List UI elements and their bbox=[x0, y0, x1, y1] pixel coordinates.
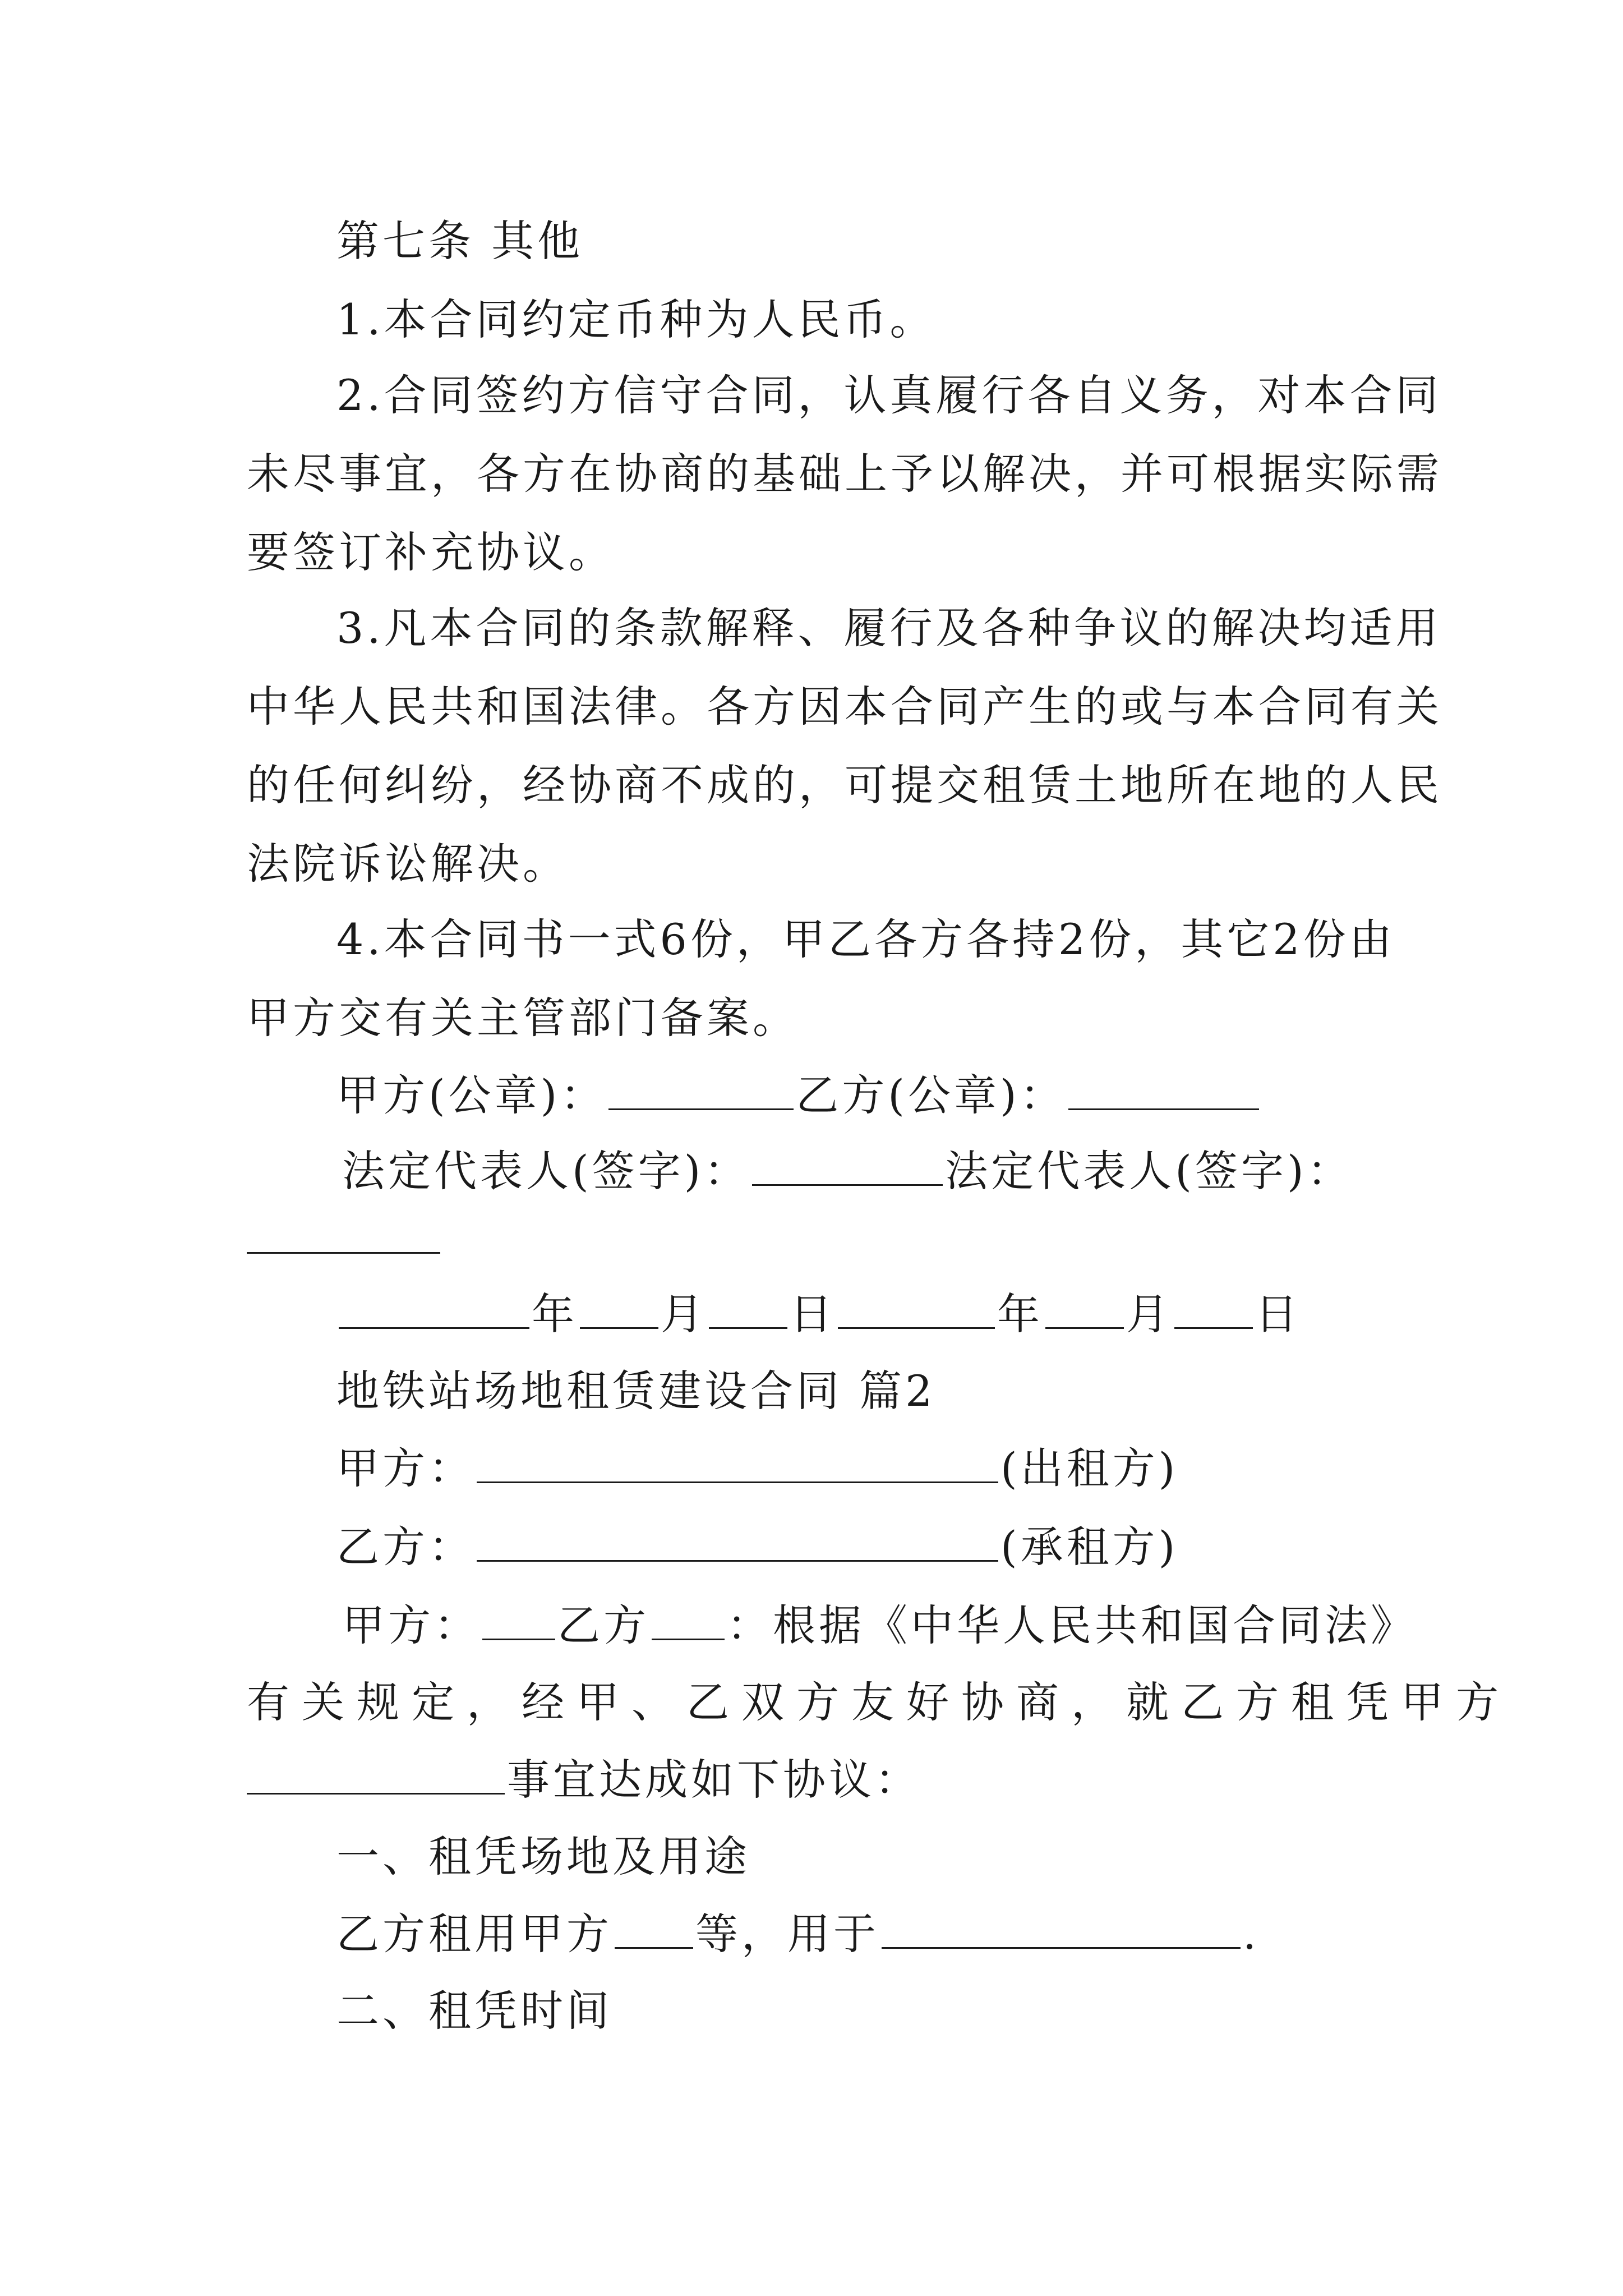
date-b-year-label: 年 bbox=[997, 1289, 1043, 1339]
article7-item3-line3: 的任何纠纷，经协商不成的，可提交租赁土地所在地的人民 bbox=[247, 760, 1442, 810]
rep-b-label: 法定代表人(签字)： bbox=[945, 1146, 1353, 1196]
party-a-seal-blank[interactable] bbox=[608, 1066, 794, 1110]
contract2-intro-line3 bbox=[0, 1750, 1623, 1806]
contract2-section1-end: . bbox=[1243, 1909, 1260, 1959]
contract2-party-a-role: (出租方) bbox=[1000, 1443, 1179, 1493]
article7-item3-line4: 法院诉讼解决。 bbox=[247, 839, 569, 889]
contract2-venue-blank[interactable] bbox=[615, 1904, 693, 1949]
date-a-month-label: 月 bbox=[661, 1289, 707, 1339]
contract2-intro-line2: 有关规定，经甲、乙双方友好协商，就乙方租凭甲方 bbox=[247, 1677, 1511, 1727]
contract2-party-a-blank[interactable] bbox=[477, 1439, 998, 1483]
date-a-day-label: 日 bbox=[790, 1289, 836, 1339]
date-b-year-blank[interactable] bbox=[838, 1285, 995, 1329]
contract2-party-b-blank[interactable] bbox=[477, 1517, 998, 1562]
contract2-section1-text-a: 乙方租用甲方 bbox=[336, 1909, 612, 1959]
article7-item2-line3: 要签订补充协议。 bbox=[247, 527, 615, 577]
contract2-party-b-line bbox=[0, 1517, 1623, 1573]
article7-item3-line1: 3.凡本合同的条款解释、履行及各种争议的解决均适用 bbox=[336, 603, 1442, 653]
rep-a-label: 法定代表人(签字)： bbox=[342, 1146, 750, 1196]
contract2-party-b-role: (承租方) bbox=[1000, 1522, 1179, 1572]
party-b-seal-blank[interactable] bbox=[1068, 1066, 1259, 1110]
article7-item4-line1: 4.本合同书一式6份，甲乙各方各持2份，其它2份由 bbox=[336, 914, 1395, 964]
date-b-day-blank[interactable] bbox=[1174, 1285, 1253, 1329]
contract2-title: 地铁站场地租赁建设合同 篇2 bbox=[336, 1366, 936, 1416]
article7-item4-line2: 甲方交有关主管部门备案。 bbox=[247, 993, 799, 1043]
contract2-intro-line1 bbox=[0, 1596, 1623, 1652]
contract2-section1-text-b: 等，用于 bbox=[695, 1909, 879, 1959]
date-a-year-blank[interactable] bbox=[339, 1285, 529, 1329]
contract2-section1-text bbox=[0, 1904, 1623, 1961]
date-a-year-label: 年 bbox=[532, 1289, 578, 1339]
contract2-party-a-line bbox=[0, 1439, 1623, 1495]
date-line bbox=[0, 1285, 1623, 1341]
party-b-seal-label: 乙方(公章)： bbox=[796, 1070, 1066, 1120]
contract2-intro-a-blank[interactable] bbox=[482, 1596, 555, 1640]
representative-line bbox=[0, 1142, 1623, 1198]
article7-heading: 第七条 其他 bbox=[336, 216, 584, 266]
article7-item1: 1.本合同约定币种为人民币。 bbox=[336, 295, 936, 344]
article7-item2-line1: 2.合同签约方信守合同，认真履行各自义务，对本合同 bbox=[336, 370, 1442, 420]
contract2-intro-rest: ：根据《中华人民共和国合同法》 bbox=[727, 1600, 1417, 1650]
article7-item3-line2: 中华人民共和国法律。各方因本合同产生的或与本合同有关 bbox=[247, 682, 1442, 731]
contract2-intro-b: 乙方 bbox=[557, 1600, 649, 1650]
contract2-lease-item-blank[interactable] bbox=[247, 1750, 505, 1795]
party-a-seal-label: 甲方(公章)： bbox=[336, 1070, 607, 1120]
contract2-intro-l3: 事宜达成如下协议： bbox=[507, 1755, 921, 1805]
contract2-usage-blank[interactable] bbox=[882, 1904, 1241, 1949]
contract2-intro-a: 甲方： bbox=[342, 1600, 480, 1650]
contract2-party-b-label: 乙方： bbox=[336, 1522, 474, 1572]
contract2-section1-title: 一、租凭场地及用途 bbox=[336, 1832, 750, 1881]
rep-b-blank[interactable] bbox=[247, 1252, 440, 1254]
date-b-day-label: 日 bbox=[1255, 1289, 1301, 1339]
date-a-month-blank[interactable] bbox=[580, 1285, 658, 1329]
rep-a-blank[interactable] bbox=[752, 1142, 943, 1186]
contract2-section2-title: 二、租凭时间 bbox=[336, 1986, 612, 2036]
contract2-party-a-label: 甲方： bbox=[336, 1443, 474, 1493]
seal-line bbox=[0, 1066, 1623, 1122]
date-b-month-blank[interactable] bbox=[1045, 1285, 1124, 1329]
date-a-day-blank[interactable] bbox=[709, 1285, 787, 1329]
contract2-intro-b-blank[interactable] bbox=[652, 1596, 725, 1640]
date-b-month-label: 月 bbox=[1126, 1289, 1172, 1339]
article7-item2-line2: 未尽事宜，各方在协商的基础上予以解决，并可根据实际需 bbox=[247, 449, 1442, 499]
